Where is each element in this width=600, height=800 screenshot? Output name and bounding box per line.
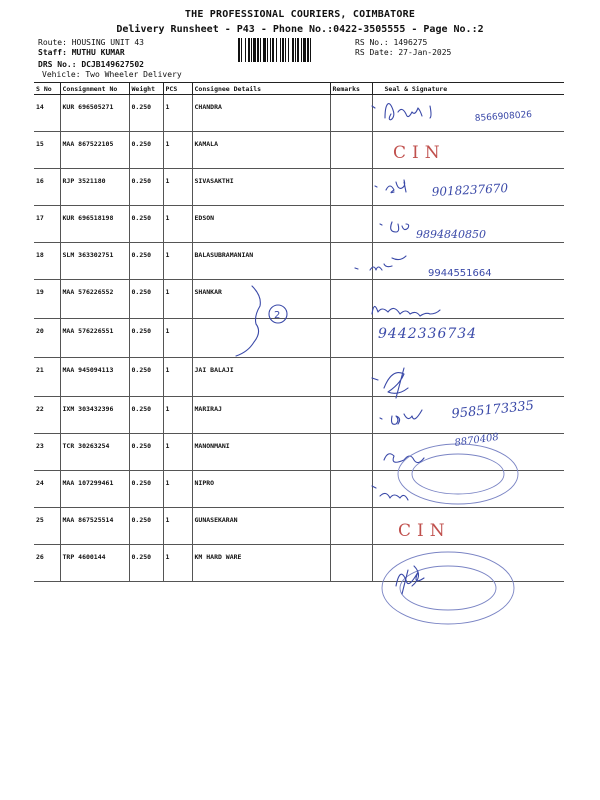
rs-date-value: 27-Jan-2025 — [398, 48, 452, 57]
cell-remarks — [330, 434, 372, 471]
cell-cons: TRP 4600144 — [60, 545, 129, 582]
cell-pcs: 1 — [163, 434, 192, 471]
cell-weight: 0.250 — [129, 243, 163, 280]
phone-row14: 8566908026 — [474, 110, 533, 124]
table-row — [34, 545, 564, 582]
cell-cons: MAA 107299461 — [60, 471, 129, 508]
phone-row18: 9944551664 — [428, 268, 492, 279]
cell-sno: 25 — [34, 508, 60, 545]
drs-value: DCJB149627502 — [81, 60, 144, 69]
cell-pcs: 1 — [163, 206, 192, 243]
table-row — [34, 434, 564, 471]
col-weight: Weight — [129, 83, 163, 95]
cell-consignee: BALASUBRAMANIAN — [192, 243, 330, 280]
rs-date-line — [355, 48, 451, 57]
cell-remarks — [330, 280, 372, 319]
cell-cons: MAA 867522105 — [60, 132, 129, 169]
cell-weight: 0.250 — [129, 280, 163, 319]
vehicle-label: Vehicle: — [42, 70, 81, 79]
table-header-row — [34, 83, 564, 95]
cell-consignee: GUNASEKARAN — [192, 508, 330, 545]
cell-weight: 0.250 — [129, 206, 163, 243]
table-row — [34, 471, 564, 508]
phone-row23: 8870408 — [453, 431, 500, 449]
drs-line — [38, 60, 144, 69]
cell-sno: 23 — [34, 434, 60, 471]
table-row — [34, 280, 564, 319]
table-row — [34, 508, 564, 545]
table-row — [34, 319, 564, 358]
cell-sno: 17 — [34, 206, 60, 243]
vehicle-line — [42, 70, 182, 79]
cell-cons: TCR 30263254 — [60, 434, 129, 471]
table-row — [34, 397, 564, 434]
cell-weight: 0.250 — [129, 169, 163, 206]
cell-consignee: SIVASAKTHI — [192, 169, 330, 206]
cell-weight: 0.250 — [129, 319, 163, 358]
table-row — [34, 243, 564, 280]
cell-cons: MAA 576226551 — [60, 319, 129, 358]
cell-seal-signature — [372, 397, 564, 434]
staff-line — [38, 48, 125, 57]
cell-pcs: 1 — [163, 319, 192, 358]
cell-weight: 0.250 — [129, 95, 163, 132]
cell-seal-signature — [372, 132, 564, 169]
cell-seal-signature — [372, 358, 564, 397]
cell-seal-signature — [372, 206, 564, 243]
cell-weight: 0.250 — [129, 397, 163, 434]
cell-remarks — [330, 206, 372, 243]
cell-seal-signature — [372, 471, 564, 508]
rs-date-label: RS Date: — [355, 48, 394, 57]
cell-cons: KUR 696505271 — [60, 95, 129, 132]
cell-consignee: KM HARD WARE — [192, 545, 330, 582]
note-row25: CIN — [398, 521, 451, 541]
vehicle-value: Two Wheeler Delivery — [85, 70, 182, 79]
col-seal: Seal & Signature — [372, 83, 564, 95]
cell-weight: 0.250 — [129, 434, 163, 471]
rs-no-label: RS No.: — [355, 38, 389, 47]
cell-consignee: SHANKAR — [192, 280, 330, 319]
cell-seal-signature — [372, 169, 564, 206]
table-row — [34, 132, 564, 169]
cell-cons: MAA 576226552 — [60, 280, 129, 319]
col-pcs: PCS — [163, 83, 192, 95]
cell-sno: 26 — [34, 545, 60, 582]
cell-seal-signature — [372, 319, 564, 358]
cell-sno: 16 — [34, 169, 60, 206]
cell-cons: IXM 303432396 — [60, 397, 129, 434]
route-line — [38, 38, 144, 47]
cell-sno: 21 — [34, 358, 60, 397]
cell-consignee: NIPRO — [192, 471, 330, 508]
table-row — [34, 95, 564, 132]
table-row — [34, 206, 564, 243]
cell-pcs: 1 — [163, 397, 192, 434]
cell-consignee — [192, 319, 330, 358]
table-row — [34, 169, 564, 206]
cell-weight: 0.250 — [129, 508, 163, 545]
cell-sno: 15 — [34, 132, 60, 169]
cell-sno: 19 — [34, 280, 60, 319]
runsheet-subtitle: Delivery Runsheet - P43 - Phone No.:0422-3505555 - Page No.:2 — [116, 24, 484, 35]
cell-sno: 24 — [34, 471, 60, 508]
cell-remarks — [330, 95, 372, 132]
staff-label: Staff: — [38, 48, 67, 57]
col-consignee: Consignee Details — [192, 83, 330, 95]
cell-pcs: 1 — [163, 95, 192, 132]
rs-no-line — [355, 38, 427, 47]
cell-sno: 22 — [34, 397, 60, 434]
cell-seal-signature — [372, 508, 564, 545]
cell-remarks — [330, 545, 372, 582]
phone-row22: 9585173335 — [450, 398, 535, 422]
barcode-icon — [238, 38, 346, 62]
phone-row17: 9894840850 — [416, 228, 486, 241]
company-title: THE PROFESSIONAL COURIERS, COIMBATORE — [184, 9, 416, 20]
cell-cons: SLM 363302751 — [60, 243, 129, 280]
cell-sno: 18 — [34, 243, 60, 280]
cell-seal-signature — [372, 280, 564, 319]
cell-pcs: 1 — [163, 243, 192, 280]
runsheet-table — [34, 82, 564, 582]
note-row15: CIN — [393, 143, 446, 163]
cell-cons: MAA 945094113 — [60, 358, 129, 397]
cell-consignee: KAMALA — [192, 132, 330, 169]
cell-consignee: JAI BALAJI — [192, 358, 330, 397]
cell-pcs: 1 — [163, 471, 192, 508]
cell-remarks — [330, 358, 372, 397]
cell-remarks — [330, 132, 372, 169]
cell-cons: MAA 867525514 — [60, 508, 129, 545]
cell-seal-signature — [372, 545, 564, 582]
cell-seal-signature — [372, 243, 564, 280]
route-value: HOUSING UNIT 43 — [71, 38, 144, 47]
cell-sno: 20 — [34, 319, 60, 358]
cell-pcs: 1 — [163, 358, 192, 397]
cell-remarks — [330, 397, 372, 434]
table-row — [34, 358, 564, 397]
cell-remarks — [330, 508, 372, 545]
cell-pcs: 1 — [163, 132, 192, 169]
cell-consignee: EDSON — [192, 206, 330, 243]
cell-seal-signature — [372, 95, 564, 132]
phone-row20: 9442336734 — [378, 326, 478, 342]
cell-consignee: MARIRAJ — [192, 397, 330, 434]
cell-pcs: 1 — [163, 545, 192, 582]
cell-remarks — [330, 169, 372, 206]
cell-remarks — [330, 471, 372, 508]
phone-row16: 9018237670 — [431, 181, 509, 199]
cell-sno: 14 — [34, 95, 60, 132]
rs-no-value: 1496275 — [393, 38, 428, 47]
col-remarks: Remarks — [330, 83, 372, 95]
cell-pcs: 1 — [163, 280, 192, 319]
cell-pcs: 1 — [163, 169, 192, 206]
cell-pcs: 1 — [163, 508, 192, 545]
cell-consignee: CHANDRA — [192, 95, 330, 132]
cell-seal-signature — [372, 431, 564, 471]
cell-remarks — [330, 319, 372, 358]
staff-value: MUTHU KUMAR — [71, 48, 125, 57]
circle-number: 2 — [274, 310, 281, 321]
cell-consignee: MANONMANI — [192, 434, 330, 471]
cell-cons: RJP 3521180 — [60, 169, 129, 206]
drs-label: DRS No.: — [38, 60, 77, 69]
cell-cons: KUR 696518198 — [60, 206, 129, 243]
col-sno: S No — [34, 83, 60, 95]
cell-weight: 0.250 — [129, 545, 163, 582]
route-label: Route: — [38, 38, 67, 47]
cell-weight: 0.250 — [129, 358, 163, 397]
cell-remarks — [330, 243, 372, 280]
col-consignment: Consignment No — [60, 83, 129, 95]
cell-weight: 0.250 — [129, 471, 163, 508]
cell-weight: 0.250 — [129, 132, 163, 169]
